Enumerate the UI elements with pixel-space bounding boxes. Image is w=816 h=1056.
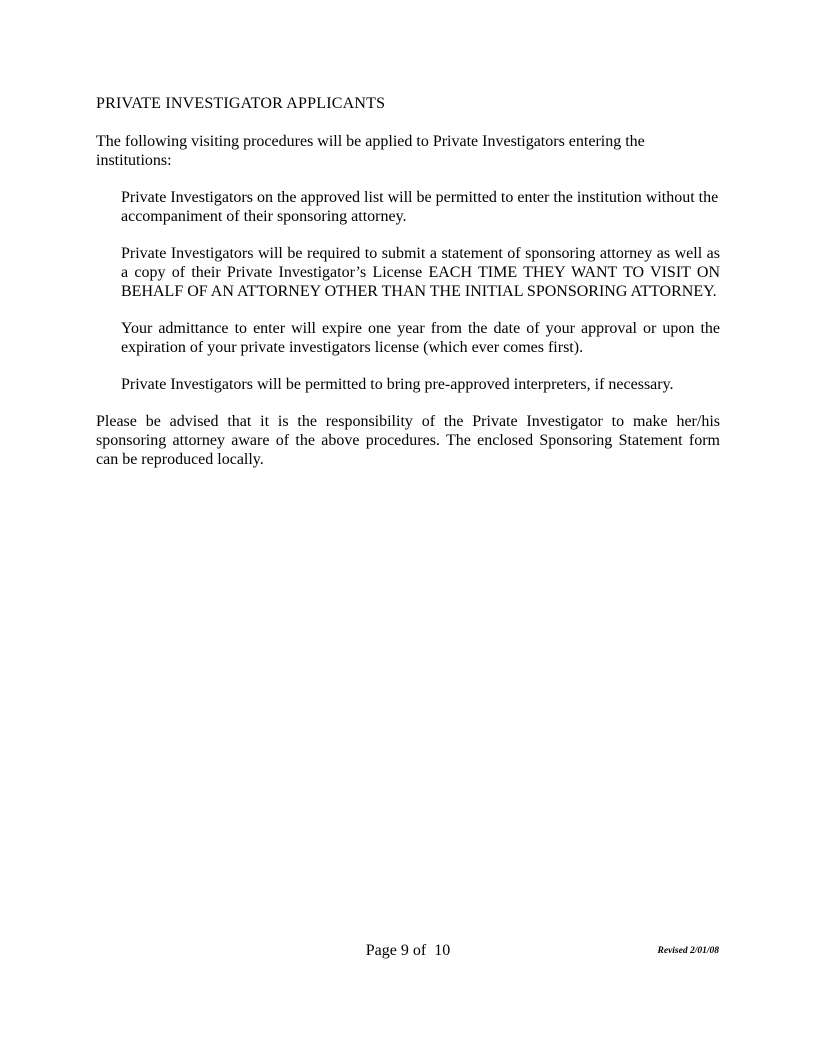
procedure-item-1: Private Investigators on the approved list will be permitted to enter the institution without the accompaniment of their sponsoring attorney. [121, 189, 719, 225]
intro-paragraph: The following visiting procedures will be applied to Private Investigators entering the institutions: [96, 133, 645, 169]
page-number: Page 9 of 10 [365, 942, 451, 959]
procedure-item-3: Your admittance to enter will expire one year from the date of your approval or upon the expiration of your private investigators license (which ever comes first). [121, 320, 720, 356]
document-title: PRIVATE INVESTIGATOR APPLICANTS [96, 95, 386, 112]
revision-note: Revised 2/01/08 [657, 946, 719, 956]
procedure-item-4: Private Investigators will be permitted to bring pre-approved interpreters, if necessary. [121, 376, 674, 393]
procedure-item-2: Private Investigators will be required to submit a statement of sponsoring attorney as well as a copy of their Private Investigator’s License EACH TIME THEY WANT TO VISIT ON BEHALF OF AN ATTORNEY OTHER THAN THE INITIAL SPONSORING ATTORNEY. [121, 245, 720, 300]
closing-paragraph: Please be advised that it is the responsibility of the Private Investigator to make her/his sponsoring attorney aware of the above procedures. The enclosed Sponsoring Statement form can be reproduced locally. [96, 413, 720, 468]
